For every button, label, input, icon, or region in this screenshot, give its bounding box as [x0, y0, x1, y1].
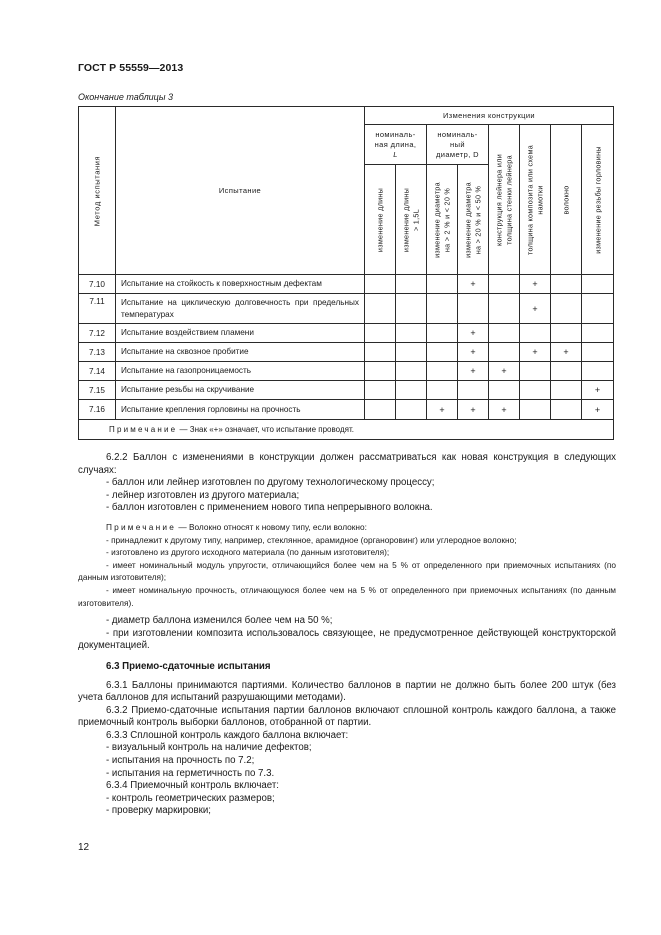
list-item: - имеет номинальный модуль упругости, отличающийся более чем на 5 % от определенного при приемочных испытаниях (по данным изготовителя); — [78, 559, 616, 583]
header-test: Испытание — [116, 107, 365, 275]
header-diameter-20-50: изменение диаметра на > 20 % и < 50 % — [458, 165, 489, 275]
header-fiber: волокно — [551, 125, 582, 275]
list-item: - визуальный контроль на наличие дефектов; — [106, 742, 312, 754]
header-nominal-diameter: номиналь- ный диаметр, D — [427, 125, 489, 165]
list-item: - изготовлено из другого исходного материала (по данным изготовителя); — [106, 547, 390, 558]
list-item: - диаметр баллона изменился более чем на 50 %; — [106, 615, 333, 627]
table-row: 7.11 Испытание на циклическую долговечность при предельных температурах + — [79, 294, 614, 324]
list-item: - баллон изготовлен с применением нового типа непрерывного волокна. — [106, 502, 433, 514]
table-row: 7.15 Испытание резьбы на скручивание + — [79, 381, 614, 400]
header-design-changes: Изменения конструкции — [365, 107, 614, 125]
list-item: - при изготовлении композита использовалось связующее, не предусмотренное действующей конструкторской документацией. — [78, 627, 616, 652]
list-item: - имеет номинальную прочность, отличающуюся более чем на 5 % от определенного при приемочных испытаниях (по данным изготовителя). — [78, 584, 616, 608]
table-note: Примечание — Знак «+» означает, что испытание проводят. — [79, 420, 614, 440]
table-row: 7.12 Испытание воздействием пламени + — [79, 324, 614, 343]
table-caption: Окончание таблицы 3 — [78, 92, 173, 102]
list-item: - проверку маркировки; — [106, 805, 211, 817]
header-diameter-2-20: изменение диаметра на > 2 % и < 20 % — [427, 165, 458, 275]
paragraph-6-3-1: 6.3.1 Баллоны принимаются партиями. Количество баллонов в партии не должно быть более 200 штук (без учета баллонов для испытаний разрушающими методами). — [78, 679, 616, 704]
header-nominal-length: номиналь- ная длина, L — [365, 125, 427, 165]
header-thread: изменение резьбы горловины — [582, 125, 614, 275]
header-liner: конструкция лейнера или толщина стенки лейнера — [489, 125, 520, 275]
header-length-change: изменение длины — [365, 165, 396, 275]
list-item: - испытания на герметичность по 7.3. — [106, 767, 275, 779]
list-item: - контроль геометрических размеров; — [106, 792, 275, 804]
list-item: - лейнер изготовлен из другого материала; — [106, 489, 300, 501]
paragraph-6-2-2: 6.2.2 Баллон с изменениями в конструкции должен рассматриваться как новая конструкция в следующих случаях: — [78, 452, 616, 476]
standard-header: ГОСТ Р 55559—2013 — [78, 62, 184, 74]
table-row: 7.14 Испытание на газопроницаемость + + — [79, 362, 614, 381]
design-change-table — [78, 106, 614, 440]
list-item: - принадлежит к другому типу, например, стеклянное, арамидное (органоровинг) или углеродное волокно; — [106, 534, 517, 545]
paragraph-6-3-3: 6.3.3 Сплошной контроль каждого баллона включает: — [106, 729, 349, 741]
fiber-note: Примечание — Волокно относят к новому типу, если волокно: - принадлежит к другому типу, например, стеклянное, арамидное (органоровинг) или углеродное волокно; - изготовлено из другого исходного материала (по данным изготовителя); - имеет номинальный модуль упругости, отличающийся более чем на 5 % от определенного при приемочных испытаниях (по данным изготовителя); - имеет номинальную прочность, отличающуюся более чем на 5 % от определенного при приемочных испытаниях (по данным изготовителя). — [78, 521, 616, 608]
header-method: Метод испытания — [79, 107, 116, 275]
body-text — [78, 452, 616, 818]
list-item: - испытания на прочность по 7.2; — [106, 755, 255, 767]
section-6-3-title: 6.3 Приемо-сдаточные испытания — [106, 660, 271, 672]
table-row: 7.10 Испытание на стойкость к поверхностным дефектам + + — [79, 275, 614, 294]
list-item: - баллон или лейнер изготовлен по другому технологическому процессу; — [106, 477, 435, 489]
paragraph-6-3-2: 6.3.2 Приемо-сдаточные испытания партии баллонов включают сплошной контроль каждого баллона, а также приемочный контроль выборки баллонов, отобранной от партии. — [78, 704, 616, 729]
page-number: 12 — [78, 842, 90, 853]
header-length-change-15: изменение длины > 1,5L — [396, 165, 427, 275]
paragraph-6-3-4: 6.3.4 Приемочный контроль включает: — [106, 780, 279, 792]
header-composite: толщина композита или схема намотки — [520, 125, 551, 275]
table-row: 7.16 Испытание крепления горловины на прочность + + + + — [79, 400, 614, 420]
table-row: 7.13 Испытание на сквозное пробитие + + + — [79, 343, 614, 362]
